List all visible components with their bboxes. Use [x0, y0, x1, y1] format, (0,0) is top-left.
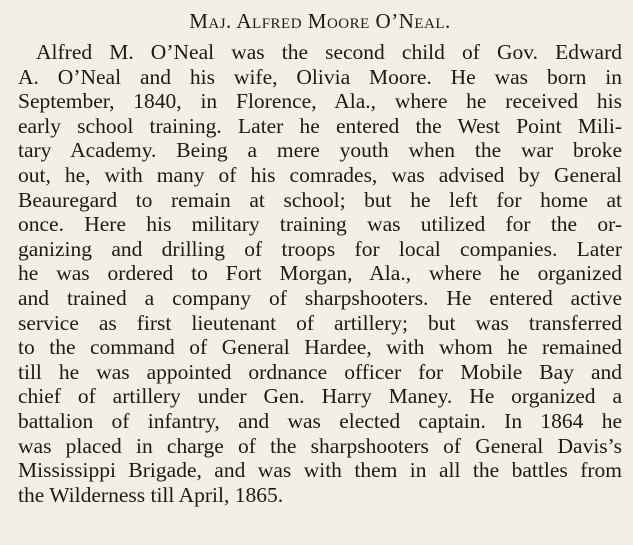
body-line: he was ordered to Fort Morgan, Ala., where he organized	[18, 261, 622, 286]
article-title: Maj. Alfred Moore O’Neal.	[189, 9, 451, 33]
body-line: September, 1840, in Florence, Ala., where he received his	[18, 89, 622, 114]
body-line: service as first lieutenant of artillery; but was transferred	[18, 310, 622, 335]
body-line: chief of artillery under Gen. Harry Maney. He organized a	[18, 384, 622, 409]
body-line: once. Here his military training was utilized for the or-	[18, 212, 622, 237]
body-line: out, he, with many of his comrades, was advised by General	[18, 162, 622, 187]
body-line: battalion of infantry, and was elected captain. In 1864 he	[18, 408, 622, 433]
body-line: the Wilderness till April, 1865.	[18, 482, 284, 507]
body-line: to the command of General Hardee, with whom he remained	[18, 335, 622, 360]
body-line: A. O’Neal and his wife, Olivia Moore. He was born in	[18, 64, 622, 89]
body-line: ganizing and drilling of troops for local companies. Later	[18, 236, 622, 261]
body-line: was placed in charge of the sharpshooters of General Davis’s	[18, 433, 622, 458]
body-line: tary Academy. Being a mere youth when the war broke	[18, 138, 622, 163]
body-line: Alfred M. O’Neal was the second child of Gov. Edward	[36, 40, 622, 64]
body-line: and trained a company of sharpshooters. He entered active	[18, 285, 622, 310]
body-line: Mississippi Brigade, and was with them in all the battles from	[18, 458, 622, 483]
body-line: early school training. Later he entered the West Point Mili-	[18, 113, 622, 138]
article-body	[18, 40, 622, 507]
body-line: till he was appointed ordnance officer for Mobile Bay and	[18, 359, 622, 384]
body-line: Beauregard to remain at school; but he left for home at	[18, 187, 622, 212]
